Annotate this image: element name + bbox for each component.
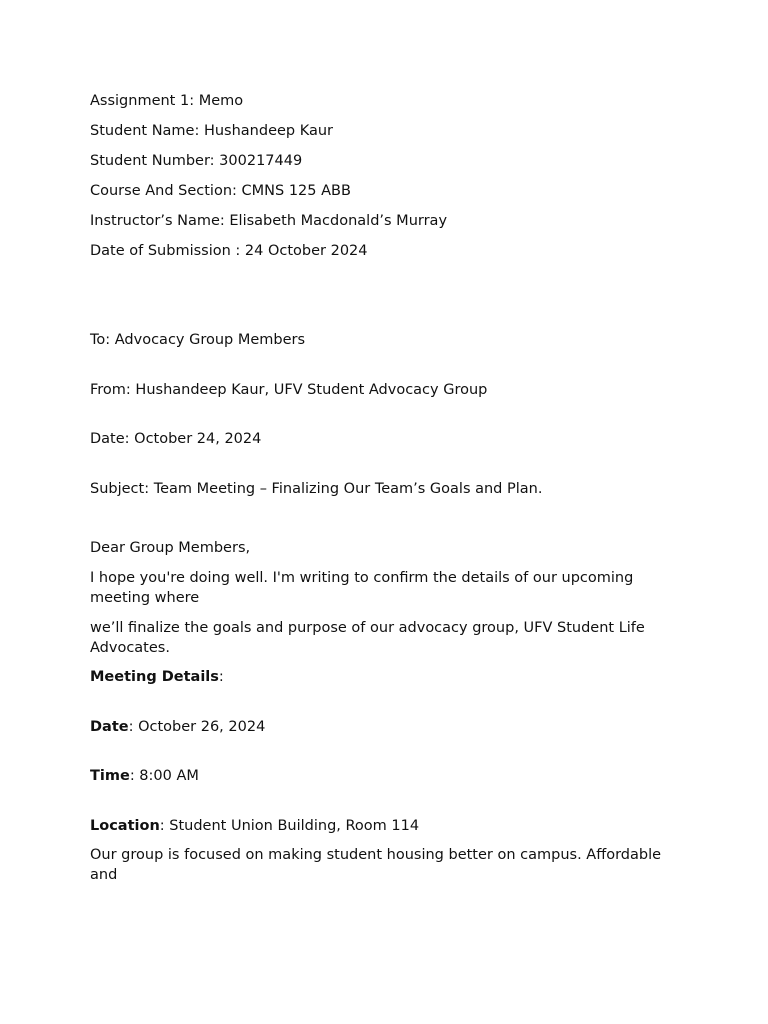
assignment-title: Assignment 1: Memo: [90, 93, 244, 109]
meeting-date-value: : October 26, 2024: [128, 719, 266, 735]
student-name: Student Name: Hushandeep Kaur: [90, 123, 334, 139]
salutation: Dear Group Members,: [90, 540, 251, 556]
meeting-details-label: Meeting Details: [90, 669, 219, 685]
meeting-time: [90, 766, 199, 786]
meeting-date-label: Date: [90, 719, 129, 735]
meeting-time-label: Time: [90, 768, 130, 784]
meeting-details-heading: [90, 667, 224, 687]
body-paragraph-2: we’ll finalize the goals and purpose of our advocacy group, UFV Student Life Advocates.: [90, 620, 645, 656]
course-section: Course And Section: CMNS 125 ABB: [90, 183, 351, 199]
memo-to: To: Advocacy Group Members: [90, 332, 306, 348]
meeting-location-label: Location: [90, 818, 160, 834]
meeting-location: [90, 816, 419, 836]
meeting-details-colon: :: [218, 669, 224, 685]
memo-subject: Subject: Team Meeting – Finalizing Our Team’s Goals and Plan.: [90, 481, 543, 497]
body-paragraph-1: I hope you're doing well. I'm writing to confirm the details of our upcoming meeting where: [90, 570, 634, 606]
meeting-date: [90, 717, 265, 737]
submission-date: Date of Submission : 24 October 2024: [90, 243, 368, 259]
student-number: Student Number: 300217449: [90, 153, 303, 169]
instructor-name: Instructor’s Name: Elisabeth Macdonald’s Murray: [90, 213, 448, 229]
meeting-time-value: : 8:00 AM: [129, 768, 199, 784]
memo-from: From: Hushandeep Kaur, UFV Student Advocacy Group: [90, 382, 488, 398]
document-page: [90, 0, 690, 1024]
body-paragraph-3: Our group is focused on making student housing better on campus. Affordable and: [90, 847, 662, 883]
memo-date: Date: October 24, 2024: [90, 431, 262, 447]
meeting-location-value: : Student Union Building, Room 114: [159, 818, 420, 834]
